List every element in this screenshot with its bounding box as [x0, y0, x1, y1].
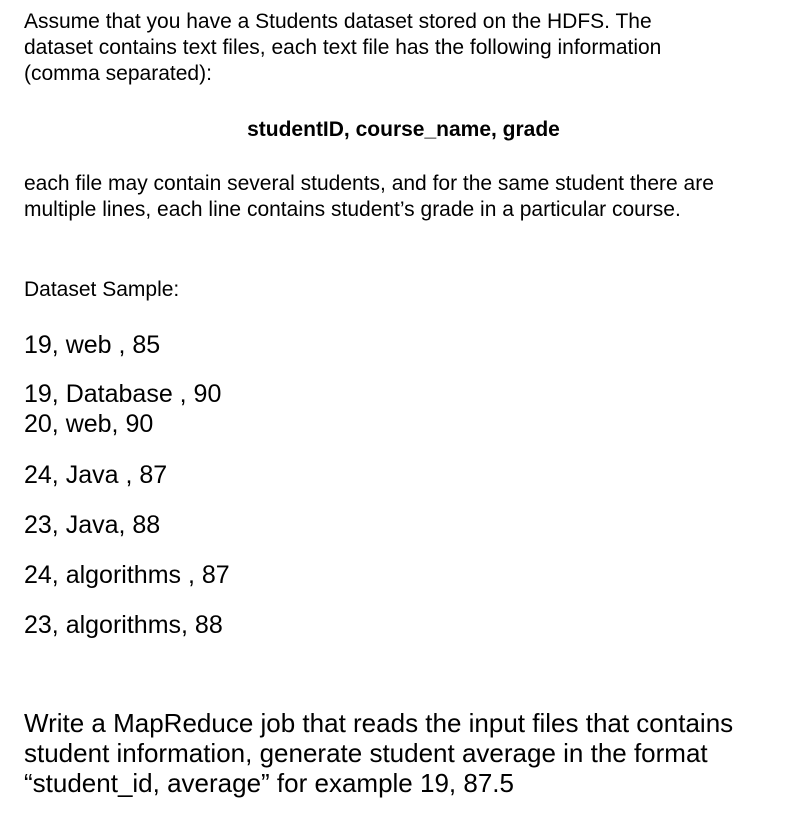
dataset-row: 24, Java , 87	[24, 461, 168, 489]
intro-paragraph	[24, 9, 784, 87]
task-line: “student_id, average” for example 19, 87.5	[24, 768, 514, 798]
task-line: student information, generate student average in the format	[24, 738, 708, 768]
dataset-sample-label: Dataset Sample:	[24, 278, 180, 301]
dataset-row: 23, Java, 88	[24, 511, 161, 539]
dataset-row: 23, algorithms, 88	[24, 611, 223, 639]
dataset-row: 24, algorithms , 87	[24, 561, 230, 589]
schema-heading: studentID, course_name, grade	[247, 118, 560, 141]
dataset-row: 20, web, 90	[24, 410, 154, 438]
dataset-row: 19, web , 85	[24, 331, 161, 359]
description-line: multiple lines, each line contains student’s grade in a particular course.	[24, 198, 681, 221]
description-line: each file may contain several students, and for the same student there are	[24, 172, 714, 195]
intro-line: (comma separated):	[24, 62, 212, 85]
intro-line: dataset contains text files, each text file has the following information	[24, 36, 662, 59]
task-paragraph	[24, 708, 784, 798]
dataset-row: 19, Database , 90	[24, 380, 222, 408]
intro-line: Assume that you have a Students dataset stored on the HDFS. The	[24, 10, 652, 33]
task-line: Write a MapReduce job that reads the input files that contains	[24, 708, 734, 738]
description-paragraph	[24, 171, 794, 223]
